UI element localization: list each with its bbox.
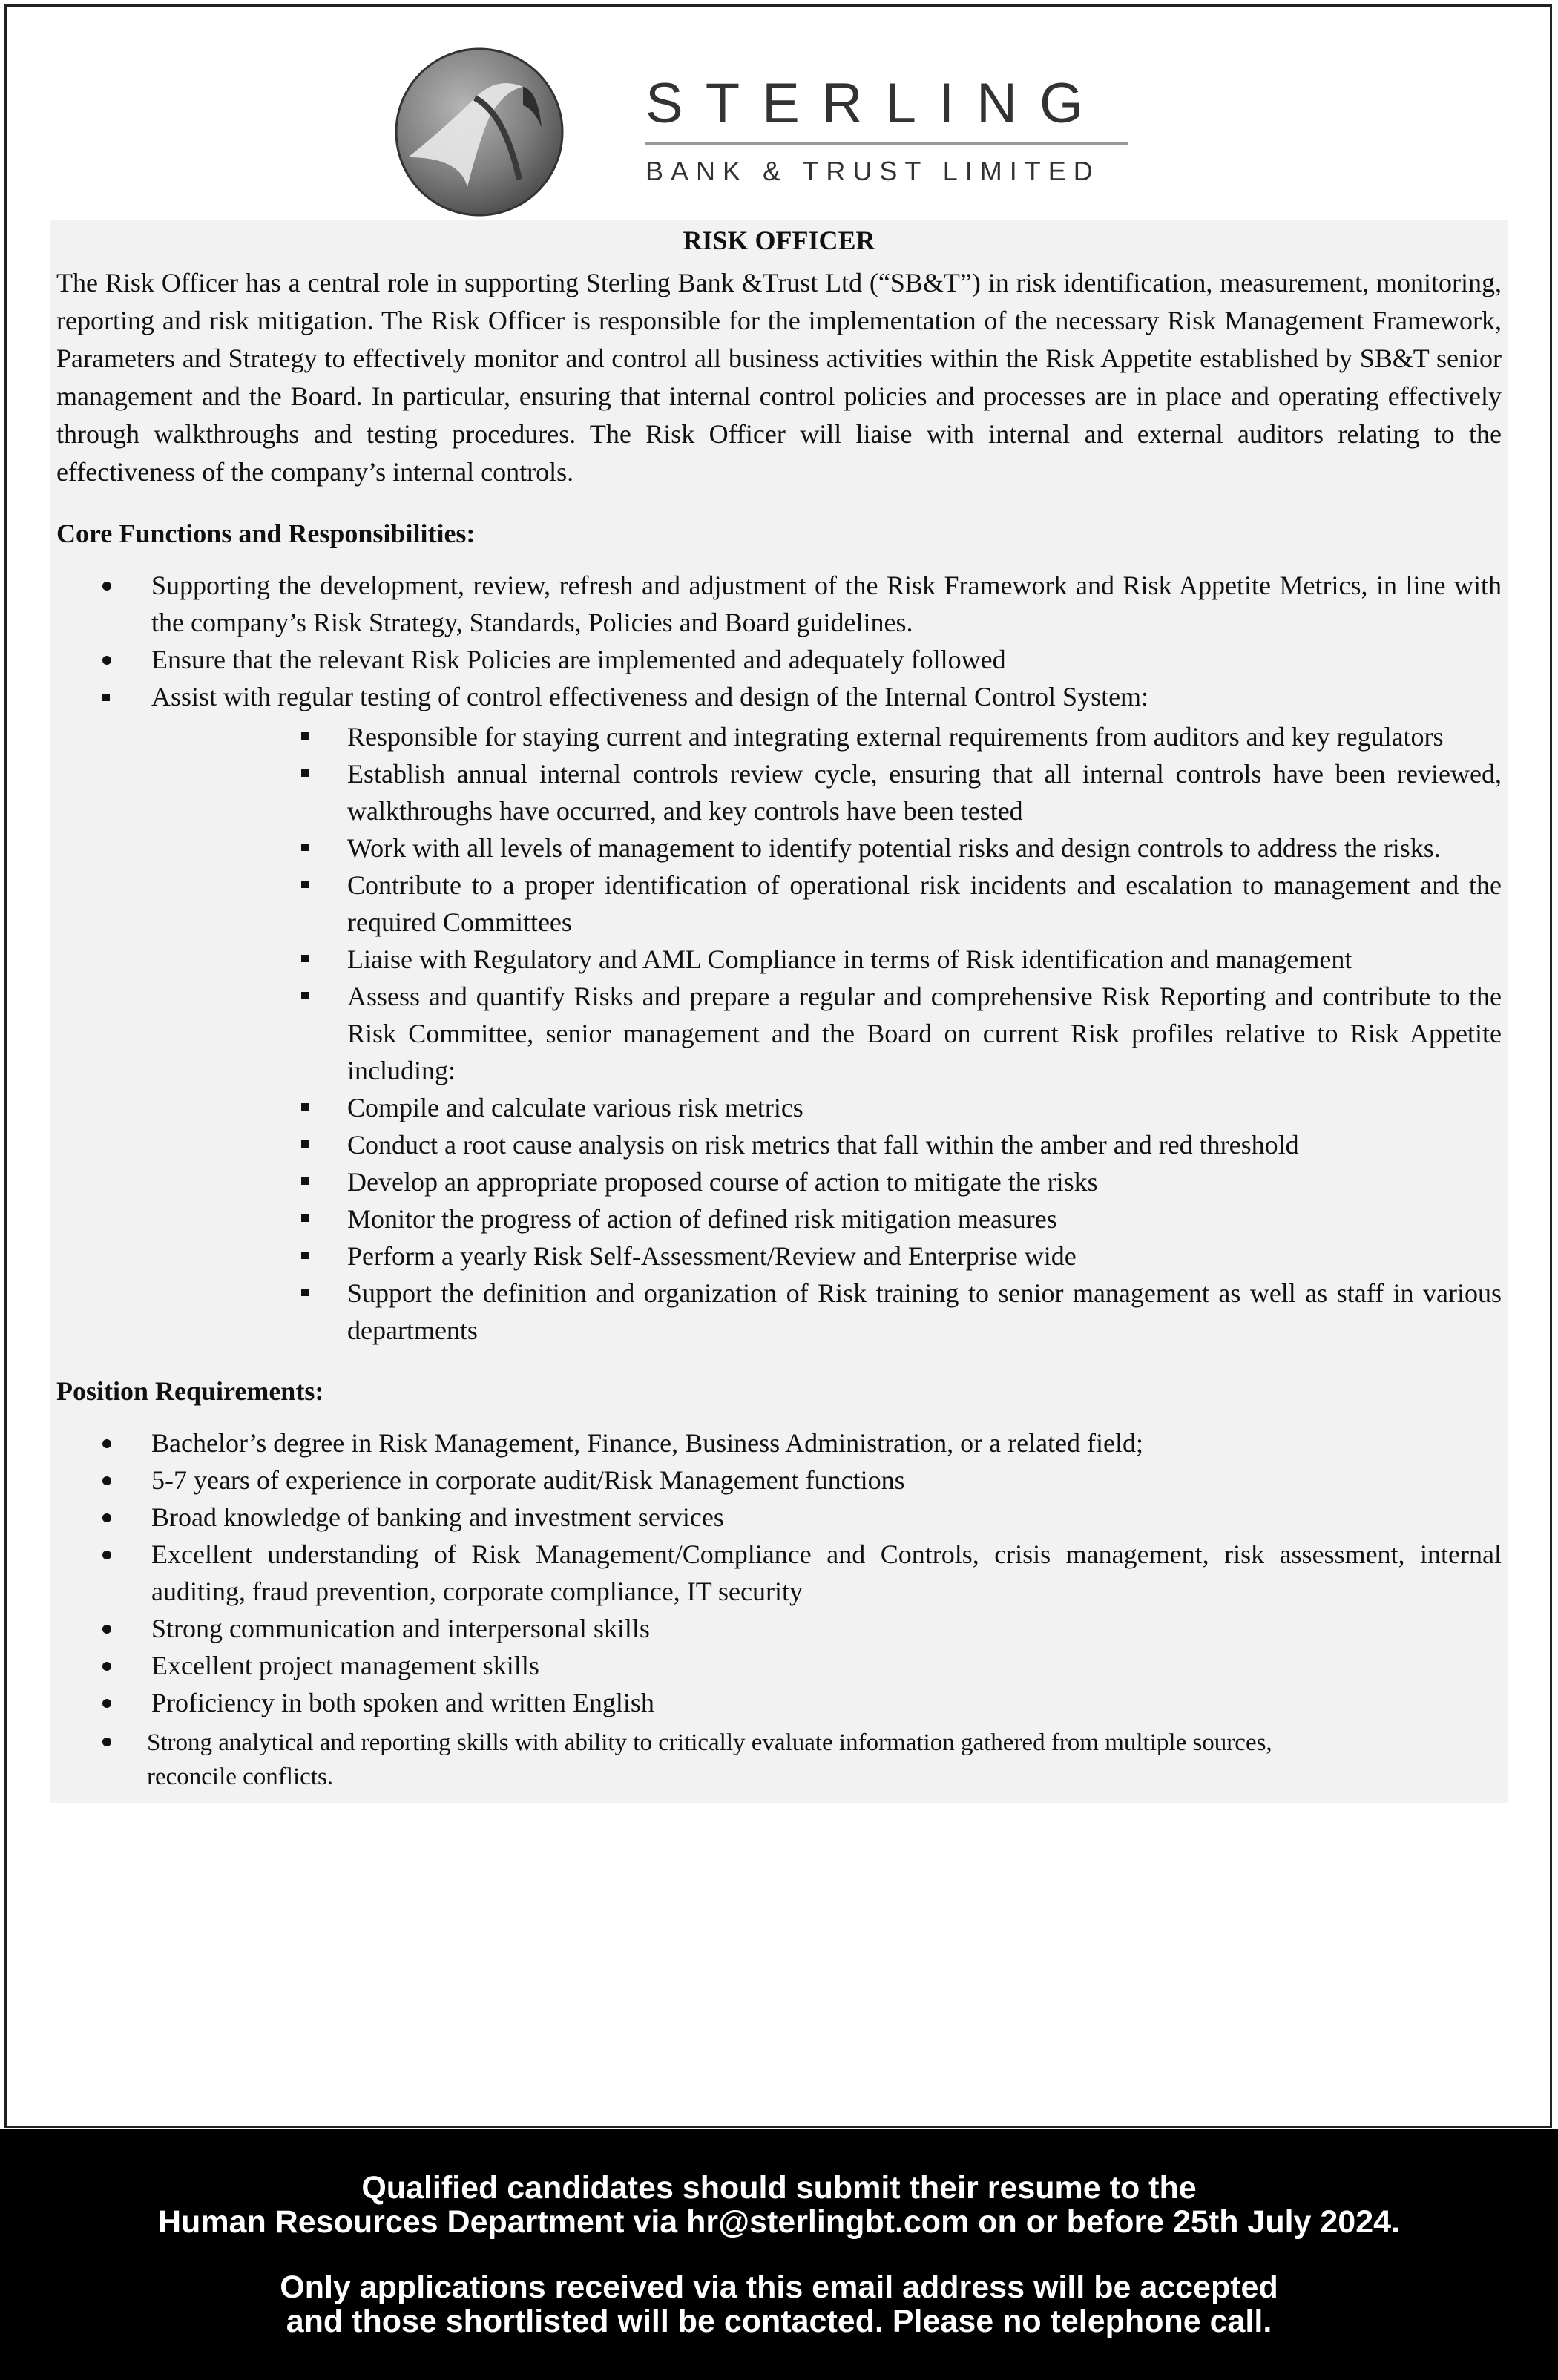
bullet-icon [102,1513,111,1522]
list-item [56,1499,1502,1536]
footer-line-4: and those shortlisted will be contacted. Please no telephone call. [286,2304,1272,2339]
list-item-text: Bachelor’s degree in Risk Management, Finance, Business Administration, or a related field; [151,1428,1144,1458]
list-item [56,1462,1502,1499]
bullet-icon [102,1551,111,1559]
bullet-icon [102,582,111,591]
bullet-icon [301,1252,309,1259]
list-item-text: Establish annual internal controls review cycle, ensuring that all internal controls have been reviewed, walkthroughs have occurred, and key controls have been tested [347,759,1502,826]
list-item [56,1647,1502,1684]
list-item-text: Strong analytical and reporting skills with ability to critically evaluate information gathered from multiple sources, reconcile conflicts. [147,1729,1272,1790]
bullet-icon [301,769,309,777]
bullet-icon [102,1476,111,1485]
list-item-text: Work with all levels of management to identify potential risks and design controls to address the risks. [347,833,1441,863]
brand-divider [645,142,1128,145]
bullet-icon [102,1439,111,1448]
footer-line-3: Only applications received via this email address will be accepted [280,2269,1278,2305]
list-item-text: Support the definition and organization of Risk training to senior management as well as staff in various departments [347,1278,1502,1345]
brand-block [645,72,1128,186]
list-item-text: 5-7 years of experience in corporate audit/Risk Management functions [151,1465,905,1495]
list-item [56,1275,1502,1349]
list-item [56,1163,1502,1200]
core-list [56,567,1502,715]
bullet-icon [301,1177,309,1185]
bullet-icon [301,1103,309,1111]
list-item-text: Proficiency in both spoken and written English [151,1688,654,1717]
list-item [56,978,1502,1089]
list-item [56,755,1502,829]
brand-name: STERLING [645,72,1106,135]
intro-paragraph: The Risk Officer has a central role in supporting Sterling Bank &Trust Ltd (“SB&T”) in risk identification, measurement, monitoring, reporting and risk mitigation. The Risk Officer is responsible for the implementation of the necessary Risk Management Framework, Parameters and Strategy to effectively monitor and control all business activities within the Risk Appetite established by SB&T senior management and the Board. In particular, ensuring that internal control policies and processes are in place and operating effectively through walkthroughs and testing procedures. The Risk Officer will liaise with internal and external auditors relating to the effectiveness of the company’s internal controls. [56,268,1502,487]
list-item [56,1610,1502,1647]
core-heading: Core Functions and Responsibilities: [56,519,476,548]
letterhead [0,30,1558,215]
list-item [56,941,1502,978]
requirements-list [56,1424,1502,1721]
footer-line-2: Human Resources Department via hr@sterlingbt.com on or before 25th July 2024. [158,2204,1400,2240]
list-item [56,567,1502,641]
list-item-text: Liaise with Regulatory and AML Compliance in terms of Risk identification and management [347,944,1352,974]
list-item [56,867,1502,941]
bullet-icon [102,656,111,665]
bullet-icon [102,1662,111,1671]
list-item-text: Develop an appropriate proposed course of action to mitigate the risks [347,1167,1098,1197]
brand-subtitle: BANK & TRUST LIMITED [645,156,1100,186]
list-item-text: Assess and quantify Risks and prepare a regular and comprehensive Risk Reporting and contribute to the Risk Committee, senior management and the Board on current Risk profiles relative to Risk Appetite including: [347,982,1502,1085]
bullet-icon [301,1214,309,1222]
list-item-text: Broad knowledge of banking and investment services [151,1502,724,1532]
bullet-icon [102,694,110,701]
list-item-text: Supporting the development, review, refresh and adjustment of the Risk Framework and Risk Appetite Metrics, in line with the company’s Risk Strategy, Standards, Policies and Board guidelines. [151,571,1502,637]
list-item [56,1089,1502,1126]
application-footer [0,2129,1558,2380]
bullet-icon [301,881,309,888]
page-title: RISK OFFICER [683,226,875,255]
sterling-logo-icon [393,46,565,218]
list-item [56,829,1502,867]
list-item-text: Strong communication and interpersonal skills [151,1614,650,1643]
bullet-icon [102,1625,111,1634]
list-item [56,1424,1502,1462]
list-item [56,1200,1502,1237]
list-item-text: Compile and calculate various risk metrics [347,1093,803,1122]
list-item-text: Ensure that the relevant Risk Policies are implemented and adequately followed [151,645,1006,674]
bullet-icon [102,1699,111,1708]
list-item [56,1726,1309,1794]
bullet-icon [301,1140,309,1148]
list-item [56,1237,1502,1275]
bullet-icon [301,844,309,851]
list-item-text: Perform a yearly Risk Self-Assessment/Review and Enterprise wide [347,1241,1077,1271]
bullet-icon [301,992,309,999]
footer-line-1: Qualified candidates should submit their resume to the [361,2170,1197,2206]
requirements-heading: Position Requirements: [56,1376,324,1406]
list-item [56,718,1502,755]
bullet-icon [102,1738,111,1746]
list-item-text: Assist with regular testing of control effectiveness and design of the Internal Control System: [151,682,1149,711]
requirements-list-extra [56,1726,1502,1803]
bullet-icon [301,1289,309,1296]
list-item-text: Conduct a root cause analysis on risk metrics that fall within the amber and red threshold [347,1130,1299,1160]
list-item [56,1684,1502,1721]
list-item [56,641,1502,678]
list-item-text: Excellent project management skills [151,1651,539,1680]
job-description [50,220,1508,1803]
list-item-text: Monitor the progress of action of defined risk mitigation measures [347,1204,1057,1234]
list-item-text: Contribute to a proper identification of operational risk incidents and escalation to management and the required Committees [347,870,1502,937]
core-sublist [56,718,1502,1349]
list-item [56,678,1502,715]
list-item [56,1126,1502,1163]
list-item [56,1536,1502,1610]
bullet-icon [301,732,309,740]
bullet-icon [301,955,309,962]
list-item-text: Responsible for staying current and integrating external requirements from auditors and key regulators [347,722,1444,752]
list-item-text: Excellent understanding of Risk Management/Compliance and Controls, crisis management, risk assessment, internal auditing, fraud prevention, corporate compliance, IT security [151,1539,1502,1606]
